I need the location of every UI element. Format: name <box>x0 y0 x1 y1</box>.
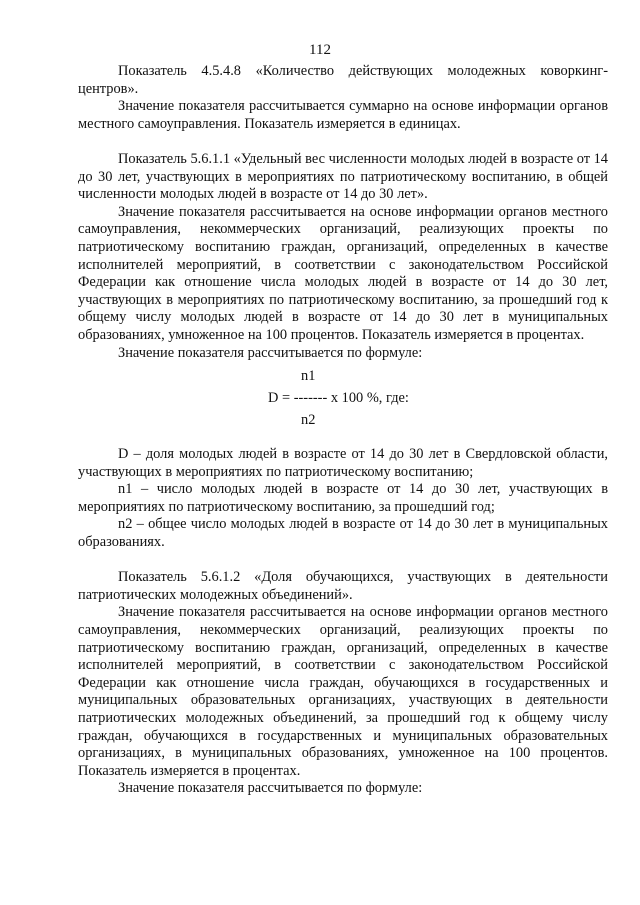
indicator-5-6-1-2-heading: Показатель 5.6.1.2 «Доля обучающихся, участвующих в деятельности патриотических молодежных объединений». <box>78 569 608 603</box>
paragraph-gap <box>78 133 608 151</box>
indicator-4-5-4-8-heading: Показатель 4.5.4.8 «Количество действующих молодежных коворкинг-центров». <box>78 63 608 97</box>
paragraph-gap <box>78 552 608 570</box>
page-body <box>78 63 608 798</box>
page-number: 112 <box>309 42 331 58</box>
indicator-4-5-4-8-description: Значение показателя рассчитывается суммарно на основе информации органов местного самоуправления. Показатель измеряется в единицах. <box>78 98 608 132</box>
formula-intro-2: Значение показателя рассчитывается по формуле: <box>118 780 423 797</box>
definition-d: D – доля молодых людей в возрасте от 14 до 30 лет в Свердловской области, участвующих в мероприятиях по патриотическому воспитанию; <box>78 446 608 480</box>
formula-expression: D = ------- x 100 %, где: <box>268 390 409 407</box>
formula <box>78 368 608 432</box>
formula-denominator: n2 <box>301 412 316 429</box>
indicator-5-6-1-1-description: Значение показателя рассчитывается на основе информации органов местного самоуправления, некоммерческих организаций, реализующих проекты по патриотическому воспитанию граждан, организаций, определенных в качестве исполнителей мероприятий, в соответствии с законодательством Российской Федерации как отношение числа молодых людей в возрасте от 14 до 30 лет, участвующих в мероприятиях по патриотическому воспитанию, за прошедший год к общему числу молодых людей в возрасте от 14 до 30 лет в муниципальных образованиях, умноженное на 100 процентов. Показатель измеряется в процентах. <box>78 203 608 343</box>
formula-numerator: n1 <box>301 368 316 385</box>
definition-n1: n1 – число молодых людей в возрасте от 14 до 30 лет, участвующих в мероприятиях по патриотическому воспитанию, за прошедший год; <box>78 481 608 515</box>
formula-intro: Значение показателя рассчитывается по формуле: <box>118 344 423 361</box>
indicator-5-6-1-2-description: Значение показателя рассчитывается на основе информации органов местного самоуправления, некоммерческих организаций, реализующих проекты по патриотическому воспитанию граждан, организаций, определенных в качестве исполнителей мероприятий, в соответствии с законодательством Российской Федерации как отношение числа граждан, обучающихся в государственных и муниципальных образовательных организациях, участвующих в деятельности патриотических молодежных объединений, за прошедший год к общему числу граждан, обучающихся в государственных и муниципальных образовательных организациях, в муниципальных образованиях, умноженное на 100 процентов. Показатель измеряется в процентах. <box>78 604 608 779</box>
indicator-5-6-1-1-heading: Показатель 5.6.1.1 «Удельный вес численности молодых людей в возрасте от 14 до 30 лет, участвующих в мероприятиях по патриотическому воспитанию, в общей численности молодых людей в возрасте от 14 до 30 лет». <box>78 150 608 203</box>
definition-n2: n2 – общее число молодых людей в возрасте от 14 до 30 лет в муниципальных образованиях. <box>78 516 608 551</box>
